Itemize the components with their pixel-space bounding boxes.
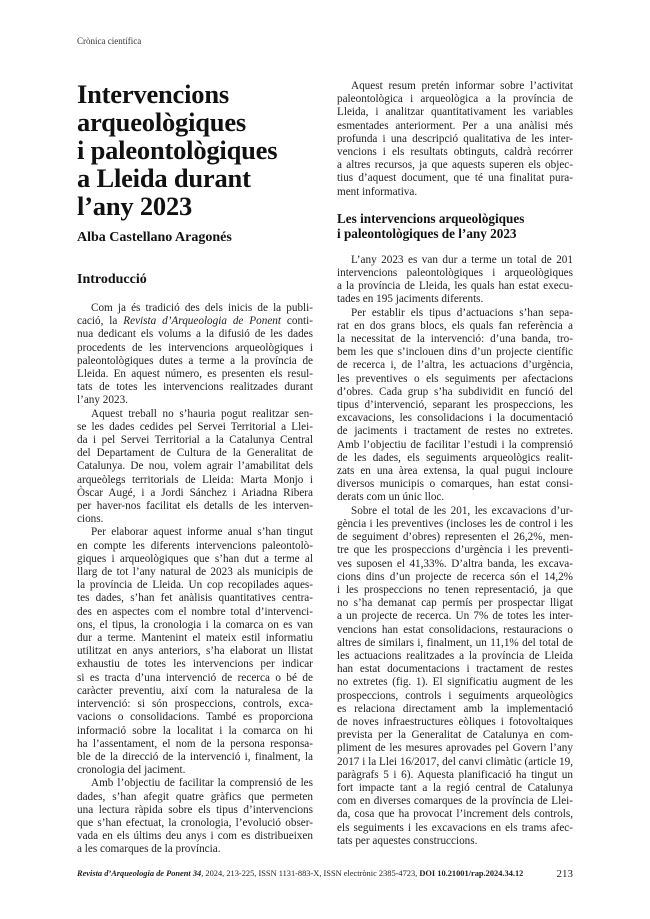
text-line: vacions o consolidacions. També es proporciona (77, 711, 313, 724)
text-line: derats com un únic lloc. (337, 491, 445, 504)
body-paragraph (77, 302, 313, 408)
text-line: Amb l’objectiu de facilitar l’estudi i la comprensió (337, 438, 573, 451)
body-paragraph (77, 777, 313, 856)
text-line: no extretes (fig. 1). El significatiu augment de les (337, 676, 573, 689)
text-line: prevista per la Generalitat de Catalunya en com- (337, 729, 573, 742)
text-line: de recerca i, de l’altra, les actuacions d’urgència, (337, 359, 573, 372)
title-line: a Lleida durant (77, 163, 251, 193)
title-line: arqueològiques (77, 107, 246, 137)
right-intro-text (337, 80, 573, 199)
text-line: altres de similars i, finalment, un 11,1% del total de (337, 636, 573, 649)
text-line: L’any 2023 es van dur a terme un total de 201 (351, 253, 573, 266)
text-line: Lleida. En aquest número, es presenten els resul- (77, 368, 313, 381)
text-line: paràgrafs 5 i 6). Aquesta planificació ha tingut un (337, 768, 573, 781)
text-line: vencions han estat consolidacions, restauracions o (337, 623, 573, 636)
text-line: a la província de Lleida, les quals han estat execu- (337, 280, 573, 293)
text-line: bem les que s’inclouen dins d’un projecte científic (337, 346, 573, 359)
text-line: tades en 195 jaciments diferents. (337, 293, 484, 306)
text-line: paleontològiques dutes a terme a la província de (77, 354, 313, 367)
section-heading (337, 211, 573, 241)
page-footer (77, 869, 573, 878)
text-line: els seguiments i les excavacions en els trams afec- (337, 821, 573, 834)
text-line: no s’ha demanat cap permís per prospectar lligat (337, 597, 573, 610)
title-line: i paleontològiques (77, 135, 278, 165)
body-paragraph (77, 526, 313, 777)
text-line: Amb l’objectiu de facilitar la comprensió de les (91, 777, 313, 790)
text-line: Aquest treball no s’hauria pogut realitzar sen- (91, 407, 313, 420)
text-line: com en diverses comarques de la província de Llei- (337, 795, 573, 808)
text-line: Catalunya. De nou, volem agrair l’amabilitat dels (77, 460, 313, 473)
text-line: da, cosa que ha provocat l’increment dels controls, (337, 808, 573, 821)
text-line: ha l’assentament, el nom de la persona responsa- (77, 737, 313, 750)
text-line: ves suposen el 41,33%. D’altra banda, les excava- (337, 557, 573, 570)
text-line: paleontològica i arqueològica a la província de (337, 93, 573, 106)
text-line: la necessitat de la intervenció: d’una banda, tro- (337, 333, 573, 346)
text-line: se les dades cedides pel Servei Territorial a Llei- (77, 420, 313, 433)
section-heading-line: Les intervencions arqueològiques (337, 210, 525, 226)
text-line: dur a terme. Mantenint el mateix estil informatiu (77, 632, 313, 645)
footer-details: , 2024, 213-225, ISSN 1131-883-X, ISSN electrònic 2385-4723, (201, 869, 420, 878)
text-line: si es tracta d’una intervenció de recerca o bé de (77, 671, 313, 684)
text-line: tes dades, s’han fet anàlisis quantitatives centra- (77, 592, 313, 605)
text-line: Lleida, i analitzar quantitativament les variables (337, 106, 573, 119)
text-line: diversos municipis o comarques, han estat consi- (337, 478, 573, 491)
text-line: tats de totes les intervencions realitzades durant (77, 381, 313, 394)
text-line: en compte les diferents intervencions paleontolò- (77, 539, 313, 552)
text-line: ble de la direcció de la intervenció i, finalment, la (77, 750, 313, 763)
text-line: Òscar Augé, i a Jordi Sánchez i Ariadna Ribera (77, 486, 313, 499)
text-line: Per establir els tipus d’actuacions s’han sepa- (351, 306, 573, 319)
footer-journal: Revista d’Arqueologia de Ponent 34 (77, 869, 202, 878)
text-line: zats en una àrea extensa, la qual pugui incloure (337, 465, 573, 478)
footer-doi: DOI 10.21001/rap.2024.34.12 (419, 869, 524, 878)
text-line: de seguiment d’obres) representen el 26,2%, men- (337, 531, 573, 544)
author-name: Alba Castellano Aragonés (77, 230, 232, 245)
text-line: i les prospeccions no tenen representació, ja que (337, 583, 573, 596)
text-line: 2017 i la Llei 16/2017, del canvi climàtic (article 19, (337, 755, 573, 768)
text-line: han estat documentacions i tractament de restes (337, 663, 573, 676)
text-line: pliment de les mesures aprovades pel Govern l’any (337, 742, 573, 755)
text-line: giques i arqueològiques que s’han dut a terme al (77, 552, 313, 565)
text-line: Aquest resum pretén informar sobre l’activitat (351, 80, 573, 92)
text-line: cació, la Revista d’Arqueologia de Ponent conti- (77, 315, 313, 328)
text-line: da i pel Servei Territorial a la Catalunya Central (77, 434, 313, 447)
text-line: tipus d’intervenció, separant les prospeccions, les (337, 399, 573, 412)
left-body-text (77, 302, 313, 857)
text-line: llarg de tot l’any natural de 2023 als municipis de (77, 566, 313, 579)
text-line: de jaciments i tractament de restes no extretes. (337, 425, 573, 438)
text-line: caràcter preventiu, així com la naturalesa de la (77, 684, 313, 697)
text-line: les preventives o els seguiments per afectacions (337, 372, 573, 385)
text-line: d’obres. Cada grup s’ha subdividit en funció del (337, 385, 573, 398)
intro-heading: Introducció (77, 272, 147, 287)
text-line: les actuacions realitzades a la província de Lleida (337, 649, 573, 662)
right-column (337, 80, 573, 848)
text-line: arqueòlegs territorials de Lleida: Marta Monjo i (77, 473, 313, 486)
page-number: 213 (556, 868, 573, 880)
text-line: utilitzat en anys anteriors, s’ha elaborat un llistat (77, 645, 313, 658)
text-line: l’any 2023. (77, 394, 128, 407)
text-line: a altres recursos, ja que aquests superen els objec- (337, 159, 573, 172)
text-line: a les comarques de la província. (77, 843, 221, 856)
text-line: ons, el tipus, la cronologia i la comarca on es van (77, 618, 313, 631)
text-line: tre que les prospeccions d’urgència i les preventi- (337, 544, 573, 557)
right-body-text (337, 254, 573, 848)
text-line: per haver-nos facilitat els detalls de les interven- (77, 500, 313, 513)
body-paragraph (337, 254, 573, 307)
text-line: fort impacte tant a la regió central de Catalunya (337, 781, 573, 794)
text-line: Sobre el total de les 201, les excavacions d’ur- (351, 504, 573, 517)
text-line: nua dedicant els volums a la difusió de les dades (77, 328, 313, 341)
text-line: tats per aquestes construccions. (337, 834, 478, 847)
text-line: gència i les preventives (incloses les de control i les (337, 517, 573, 530)
text-line: procedents de les intervencions arqueològiques i (77, 341, 313, 354)
text-line: prospeccions, controls i seguiments arqueològics (337, 689, 573, 702)
text-line: vencions i els resultats obtinguts, caldrà recórrer (337, 146, 573, 159)
article-title (77, 80, 313, 220)
body-paragraph (77, 408, 313, 527)
text-line: cions dins d’un projecte de recerca són el 14,2% (337, 570, 573, 583)
text-line: es relaciona directament amb la implementació (337, 702, 573, 715)
text-line: ment informativa. (337, 185, 418, 198)
text-line: que s’han efectuat, la cronologia, l’evolució obser- (77, 816, 313, 829)
text-line: del Departament de Cultura de la Generalitat de (77, 447, 313, 460)
text-line: de noves infraestructures eòliques i fotovoltaiques (337, 715, 573, 728)
left-column (77, 80, 313, 857)
text-line: cronologia del jaciment. (77, 764, 186, 777)
title-line: Intervencions (77, 79, 229, 109)
text-line: informació sobre la localitat i la comarca on hi (77, 724, 313, 737)
title-line: l’any 2023 (77, 191, 193, 221)
text-line: Com ja és tradició des dels inicis de la publi- (91, 302, 313, 314)
text-line: Per elaborar aquest informe anual s’han tingut (91, 526, 313, 539)
text-line: excavacions, les consolidacions i la documentació (337, 412, 573, 425)
running-head: Crònica científica (77, 36, 142, 46)
text-line: tius d’aquest document, que té una finalitat pura- (337, 172, 573, 185)
text-line: cions. (77, 513, 104, 526)
text-line: exhaustiu de totes les intervencions per indicar (77, 658, 313, 671)
text-line: des en aspectes com el nombre total d’intervenci- (77, 605, 313, 618)
text-line: intervencions paleontològiques i arqueològiques (337, 267, 573, 280)
text-line: intervenció: si són prospeccions, controls, exca- (77, 698, 313, 711)
text-line: de les dades, els seguiments arqueològics realit- (337, 451, 573, 464)
text-line: profunda i una descripció qualitativa de les inter- (337, 132, 573, 145)
text-line: dades, s’han afegit quatre gràfics que permeten (77, 790, 313, 803)
body-paragraph (337, 505, 573, 848)
text-line: la província de Lleida. Un cop recopilades aques- (77, 579, 313, 592)
body-paragraph (337, 80, 573, 199)
text-line: a un projecte de recerca. Un 7% de totes les inter- (337, 610, 573, 623)
text-line: esmentades anteriorment. Per a una anàlisi més (337, 119, 573, 132)
section-heading-line: i paleontològiques de l’any 2023 (337, 225, 517, 241)
text-line: rat en dos grans blocs, els quals fan referència a (337, 319, 573, 332)
text-line: vada en els últims deu anys i com es distribueixen (77, 830, 313, 843)
body-paragraph (337, 307, 573, 505)
text-line: una lectura ràpida sobre els tipus d’intervencions (77, 803, 313, 816)
